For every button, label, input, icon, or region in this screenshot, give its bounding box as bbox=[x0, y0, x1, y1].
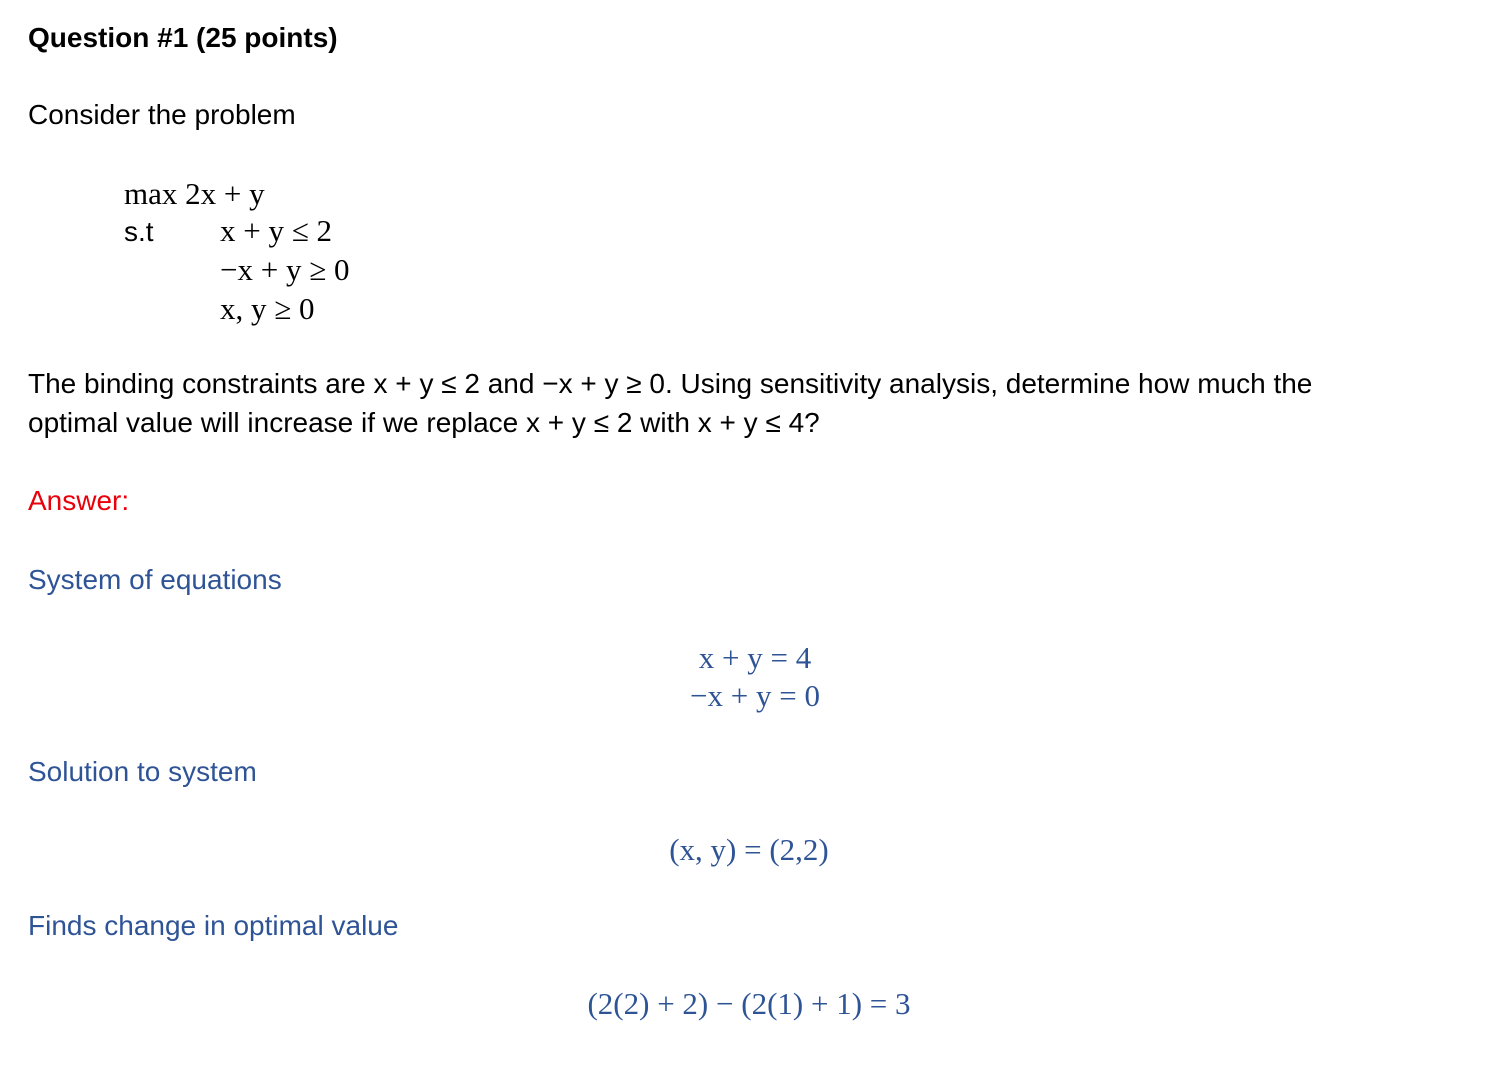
question-line-2: optimal value will increase if we replace x + y ≤ 2 with x + y ≤ 4? bbox=[28, 407, 820, 438]
objective-function: max 2x + y bbox=[124, 176, 265, 211]
solution-heading: Solution to system bbox=[28, 756, 257, 787]
solution-equation: (x, y) = (2,2) bbox=[669, 832, 829, 867]
constraint-1: x + y ≤ 2 bbox=[220, 213, 332, 248]
constraint-2: −x + y ≥ 0 bbox=[220, 252, 350, 287]
constraint-3: x, y ≥ 0 bbox=[220, 291, 315, 326]
equation-2: −x + y = 0 bbox=[690, 678, 820, 713]
system-heading: System of equations bbox=[28, 564, 282, 595]
question-title: Question #1 (25 points) bbox=[28, 22, 338, 53]
intro-text: Consider the problem bbox=[28, 99, 296, 130]
question-line-1: The binding constraints are x + y ≤ 2 and −x + y ≥ 0. Using sensitivity analysis, determine how much the bbox=[28, 368, 1313, 399]
equation-1: x + y = 4 bbox=[698, 640, 812, 675]
change-equation: (2(2) + 2) − (2(1) + 1) = 3 bbox=[587, 986, 911, 1021]
change-heading: Finds change in optimal value bbox=[28, 910, 399, 941]
subject-to-label: s.t bbox=[124, 216, 154, 247]
answer-label: Answer: bbox=[28, 485, 130, 516]
